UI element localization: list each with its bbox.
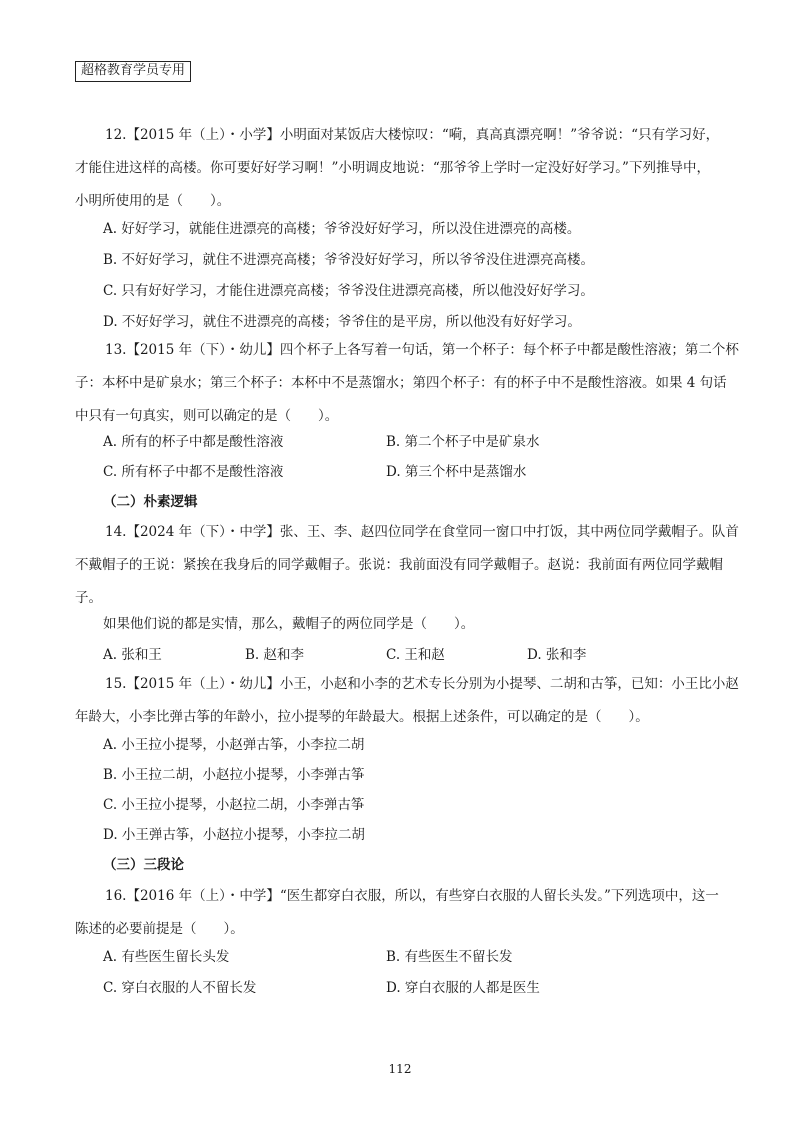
question-15-option-a: A. 小王拉小提琴，小赵弹古筝，小李拉二胡 xyxy=(103,737,365,753)
question-16-option-b: B. 有些医生不留长发 xyxy=(386,949,513,965)
question-16-option-c: C. 穿白衣服的人不留长发 xyxy=(103,980,257,996)
question-15-option-c: C. 小王拉小提琴，小赵拉二胡，小李弹古筝 xyxy=(103,797,365,813)
question-14-option-b: B. 赵和李 xyxy=(245,647,305,663)
question-12-option-d: D. 不好好学习，就住不进漂亮的高楼；爷爷住的是平房，所以他没有好好学习。 xyxy=(103,314,581,330)
question-15-option-b: B. 小王拉二胡，小赵拉小提琴，小李弹古筝 xyxy=(103,767,365,783)
question-12-option-a: A. 好好学习，就能住进漂亮的高楼；爷爷没好好学习，所以没住进漂亮的高楼。 xyxy=(103,221,581,237)
question-14-option-d: D. 张和李 xyxy=(527,647,587,663)
question-13-line: 子：本杯中是矿泉水；第三个杯子：本杯中不是蒸馏水；第四个杯子：有的杯子中不是酸性溶液。如果 4 句话 xyxy=(75,375,727,391)
question-14-line: 不戴帽子的王说：紧挨在我身后的同学戴帽子。张说：我前面没有同学戴帽子。赵说：我前面有两位同学戴帽 xyxy=(75,557,723,573)
question-16-line: 16.【2016 年（上）・中学】“医生都穿白衣服，所以，有些穿白衣服的人留长头发。”下列选项中，这一 xyxy=(105,888,719,904)
question-14-option-c: C. 王和赵 xyxy=(386,647,445,663)
question-12-option-c: C. 只有好好学习，才能住进漂亮高楼；爷爷没住进漂亮高楼，所以他没好好学习。 xyxy=(103,283,594,299)
question-15-line: 15.【2015 年（上）・幼儿】小王，小赵和小李的艺术专长分别为小提琴、二胡和古筝，已知：小王比小赵 xyxy=(105,676,739,692)
question-15-line: 年龄大，小李比弹古筝的年龄小，拉小提琴的年龄最大。根据上述条件，可以确定的是（ ）。 xyxy=(75,709,649,725)
question-16-line: 陈述的必要前提是（ ）。 xyxy=(75,921,244,937)
question-14-option-a: A. 张和王 xyxy=(103,647,162,663)
question-15-option-d: D. 小王弹古筝，小赵拉小提琴，小李拉二胡 xyxy=(103,827,365,843)
question-13-line: 13.【2015 年（下）・幼儿】四个杯子上各写着一句话，第一个杯子：每个杯子中都是酸性溶液；第二个杯 xyxy=(105,342,739,358)
question-12-line: 12.【2015 年（上）・小学】小明面对某饭店大楼惊叹：“嗬，真高真漂亮啊！”爷爷说：“只有学习好， xyxy=(105,127,720,143)
question-12-option-b: B. 不好好学习，就住不进漂亮高楼；爷爷没好好学习，所以爷爷没住进漂亮高楼。 xyxy=(103,252,595,268)
question-12-stem xyxy=(75,119,725,218)
question-12-line: 小明所使用的是（ ）。 xyxy=(75,193,231,209)
question-16-option-a: A. 有些医生留长头发 xyxy=(103,949,230,965)
question-13-option-b: B. 第二个杯子中是矿泉水 xyxy=(386,434,540,450)
question-16-stem xyxy=(75,880,725,946)
header-label: 超格教育学员专用 xyxy=(75,61,191,82)
section-heading-2: （二）朴素逻辑 xyxy=(103,494,198,510)
page-number: 112 xyxy=(388,1062,412,1076)
question-13-line: 中只有一句真实，则可以确定的是（ ）。 xyxy=(75,408,339,424)
question-14-line: 14.【2024 年（下）・中学】张、王、李、赵四位同学在食堂同一窗口中打饭，其中两位同学戴帽子。队首 xyxy=(105,524,739,540)
question-15-stem xyxy=(75,668,739,734)
question-13-stem xyxy=(75,334,739,433)
section-heading-3: （三）三段论 xyxy=(103,857,184,873)
question-14-subprompt: 如果他们说的都是实情，那么，戴帽子的两位同学是（ ）。 xyxy=(103,616,475,632)
question-14-line: 子。 xyxy=(75,590,102,606)
question-13-option-a: A. 所有的杯子中都是酸性溶液 xyxy=(103,434,284,450)
question-14-stem xyxy=(75,516,739,615)
question-13-option-c: C. 所有杯子中都不是酸性溶液 xyxy=(103,464,284,480)
question-13-option-d: D. 第三个杯中是蒸馏水 xyxy=(386,464,527,480)
question-12-line: 才能住进这样的高楼。你可要好好学习啊！”小明调皮地说：“那爷爷上学时一定没好好学习。”下列推导中， xyxy=(75,160,710,176)
question-16-option-d: D. 穿白衣服的人都是医生 xyxy=(386,980,540,996)
